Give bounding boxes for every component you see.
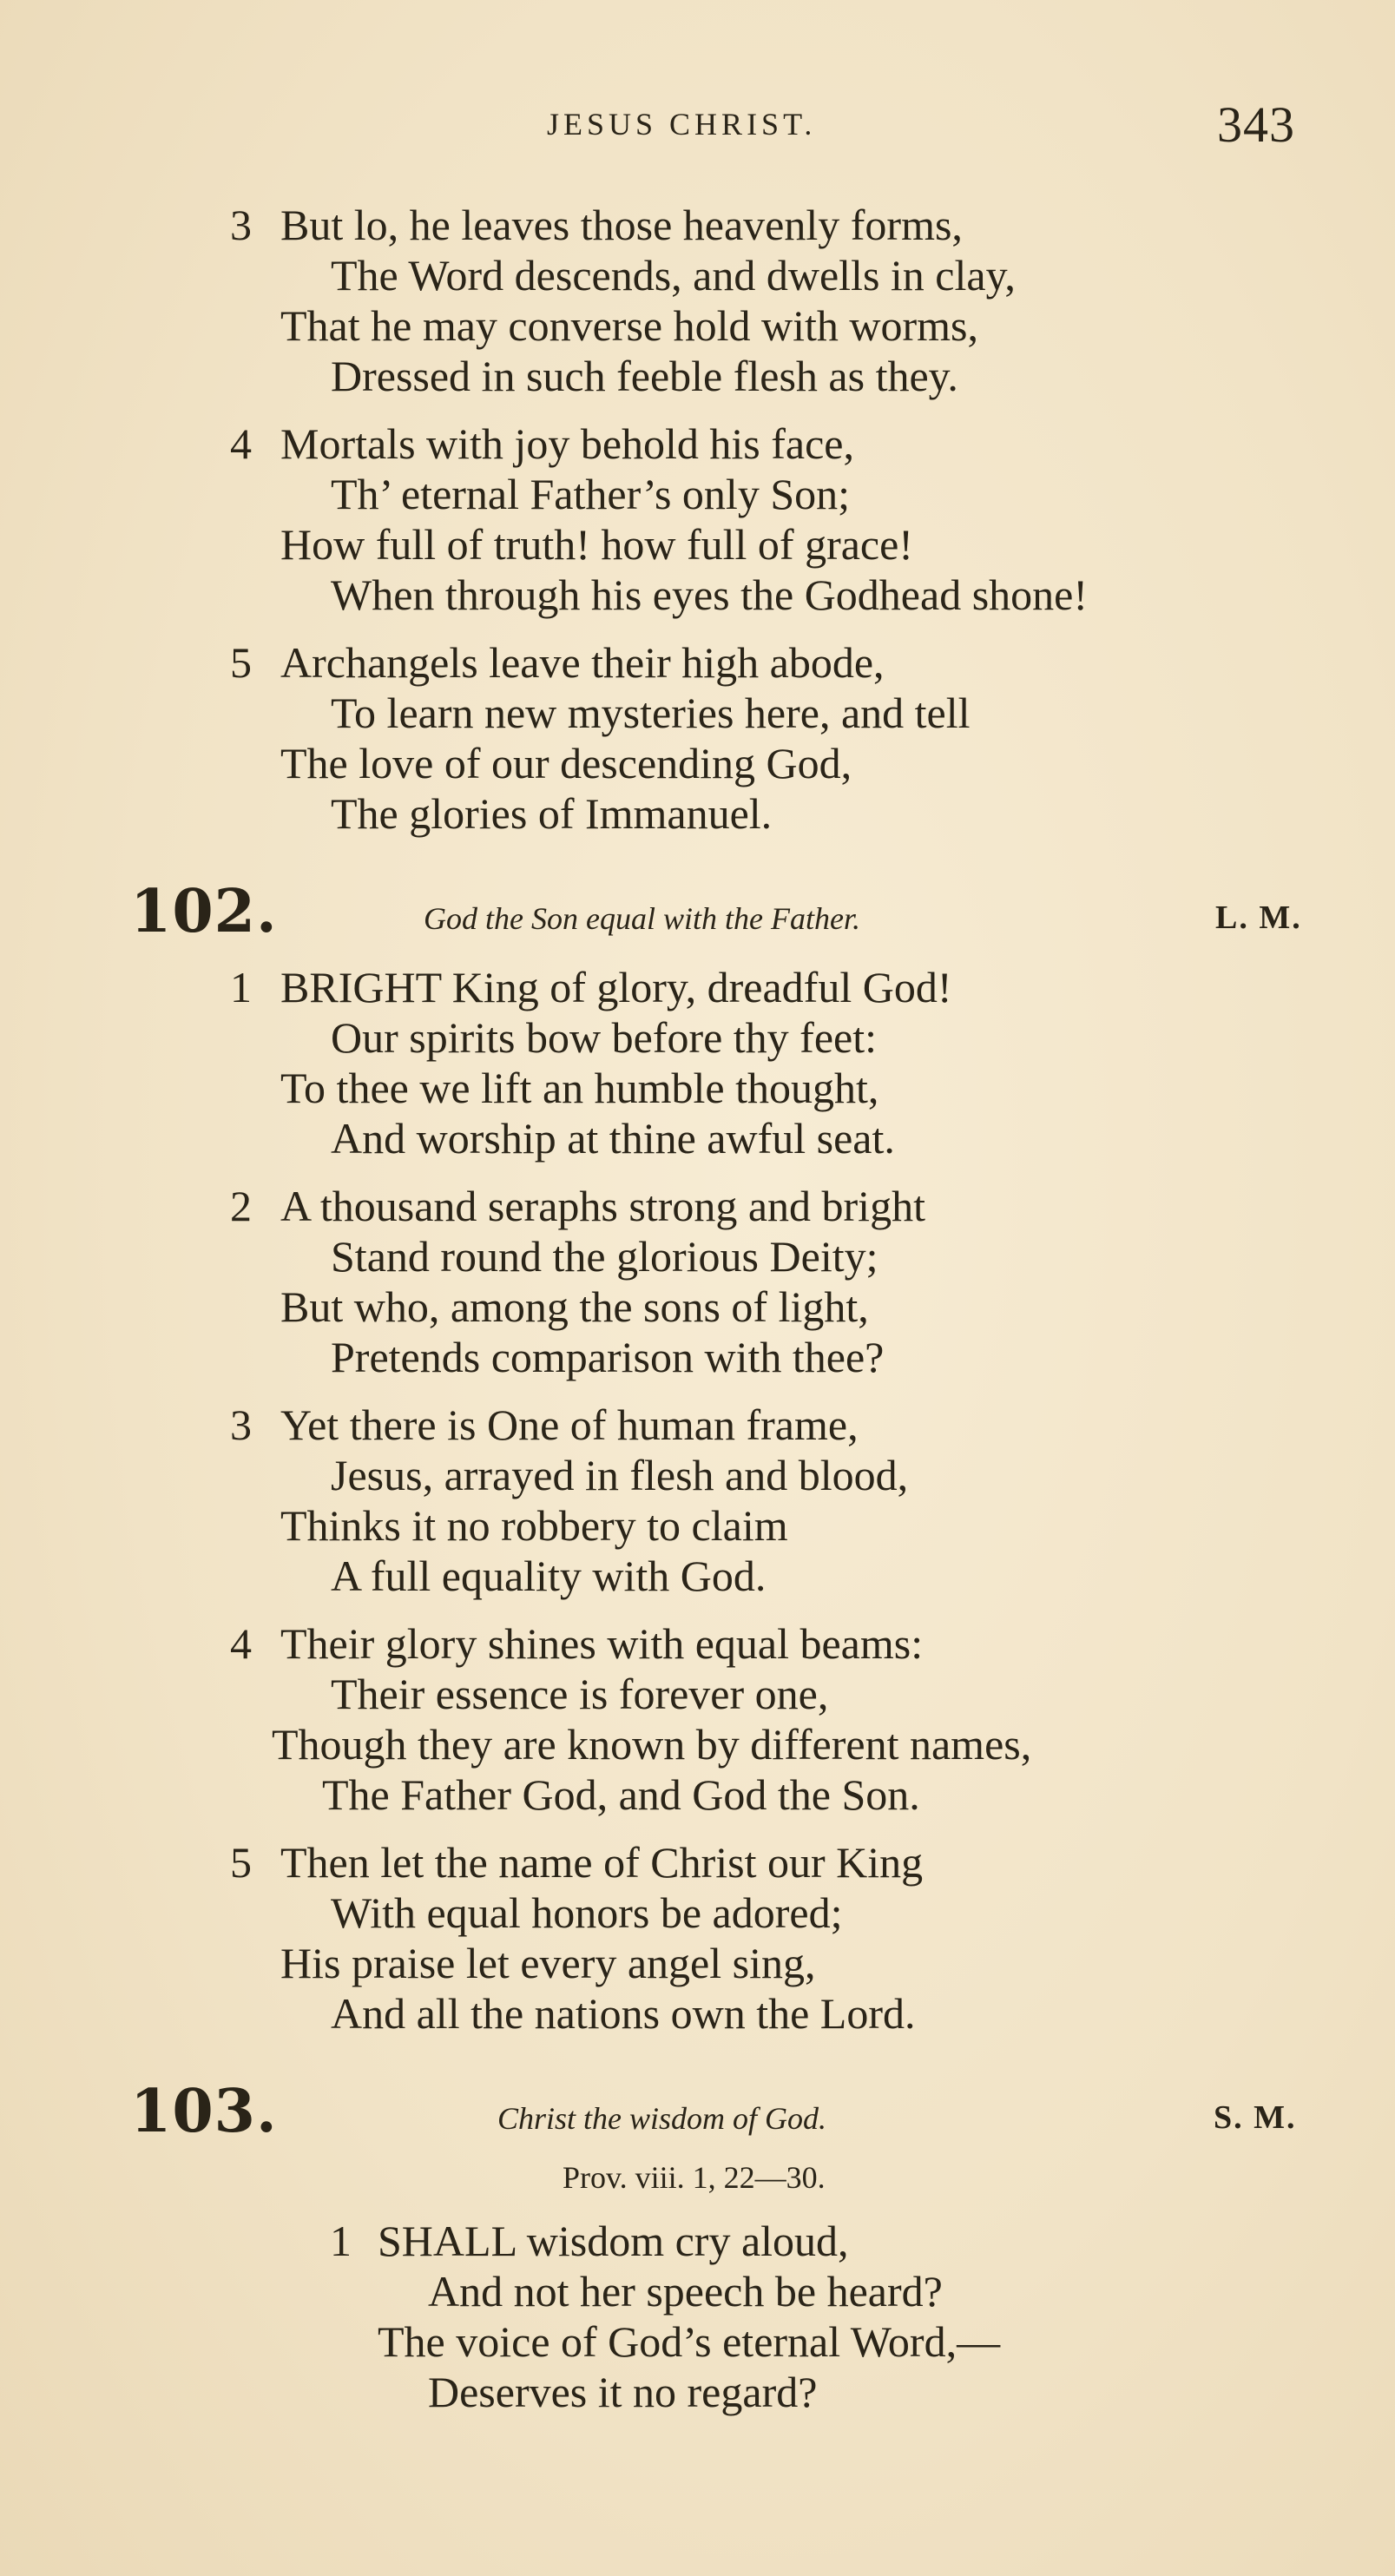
verse-line: That he may converse hold with worms, xyxy=(280,301,978,350)
verse-line: To thee we lift an humble thought, xyxy=(280,1064,879,1112)
verse-line: Their essence is forever one, xyxy=(331,1670,829,1718)
verse-line: The Word descends, and dwells in clay, xyxy=(331,251,1016,300)
verse-line: A full equality with God. xyxy=(331,1552,767,1600)
verse-line: The glories of Immanuel. xyxy=(331,789,773,838)
verse-line: To learn new mysteries here, and tell xyxy=(331,688,971,737)
verse-line: SHALL wisdom cry aloud, xyxy=(378,2217,849,2265)
verse-number: 3 xyxy=(230,1400,252,1449)
verse-line: Yet there is One of human frame, xyxy=(280,1400,859,1449)
verse-line: And worship at thine awful seat. xyxy=(331,1114,895,1163)
verse-line: A thousand seraphs strong and bright xyxy=(280,1182,925,1230)
verse-line: Deserves it no regard? xyxy=(428,2368,818,2416)
verse-line: The Father God, and God the Son. xyxy=(322,1770,920,1819)
verse-line: Their glory shines with equal beams: xyxy=(280,1619,924,1668)
hymn-meter: S. M. xyxy=(1214,2099,1297,2136)
verse-number: 1 xyxy=(230,963,252,1011)
hymn-title: God the Son equal with the Father. xyxy=(424,901,860,936)
verse-number: 4 xyxy=(230,419,252,468)
verse-line: Thinks it no robbery to claim xyxy=(280,1501,788,1550)
verse-line: Th’ eternal Father’s only Son; xyxy=(331,470,851,518)
verse-line: Our spirits bow before thy feet: xyxy=(331,1013,878,1062)
hymn-number: 102. xyxy=(130,877,278,946)
verse-line: Then let the name of Christ our King xyxy=(280,1838,924,1887)
running-title: JESUS CHRIST. xyxy=(547,107,817,142)
verse-line: His praise let every angel sing, xyxy=(280,1939,816,1987)
verse-line: Though they are known by different names, xyxy=(272,1720,1032,1769)
scripture-reference: Prov. viii. 1, 22—30. xyxy=(563,2160,826,2195)
verse-line: With equal honors be adored; xyxy=(331,1888,843,1937)
verse-line: How full of truth! how full of grace! xyxy=(280,520,913,569)
verse-line: Mortals with joy behold his face, xyxy=(280,419,854,468)
verse-line: Stand round the glorious Deity; xyxy=(331,1232,878,1281)
verse-line: And all the nations own the Lord. xyxy=(331,1989,916,2038)
page-number: 343 xyxy=(1217,96,1295,153)
verse-line: And not her speech be heard? xyxy=(428,2267,943,2316)
verse-line: But who, among the sons of light, xyxy=(280,1282,869,1331)
verse-number: 4 xyxy=(230,1619,252,1668)
verse-number: 5 xyxy=(230,638,252,687)
verse-line: BRIGHT King of glory, dreadful God! xyxy=(280,963,952,1011)
verse-line: The love of our descending God, xyxy=(280,739,852,787)
verse-line: Archangels leave their high abode, xyxy=(280,638,885,687)
hymn-number: 103. xyxy=(130,2077,278,2146)
verse-line: Pretends comparison with thee? xyxy=(331,1333,885,1381)
verse-number: 3 xyxy=(230,201,252,249)
verse-line: The voice of God’s eternal Word,— xyxy=(378,2317,1001,2366)
verse-line: Dressed in such feeble flesh as they. xyxy=(331,352,958,400)
verse-line: But lo, he leaves those heavenly forms, xyxy=(280,201,963,249)
hymn-meter: L. M. xyxy=(1215,899,1302,936)
verse-number: 5 xyxy=(230,1838,252,1887)
verse-number: 2 xyxy=(230,1182,252,1230)
verse-line: When through his eyes the Godhead shone! xyxy=(331,570,1088,619)
verse-number: 1 xyxy=(330,2217,352,2265)
verse-line: Jesus, arrayed in flesh and blood, xyxy=(331,1451,909,1499)
hymn-title: Christ the wisdom of God. xyxy=(497,2101,827,2136)
